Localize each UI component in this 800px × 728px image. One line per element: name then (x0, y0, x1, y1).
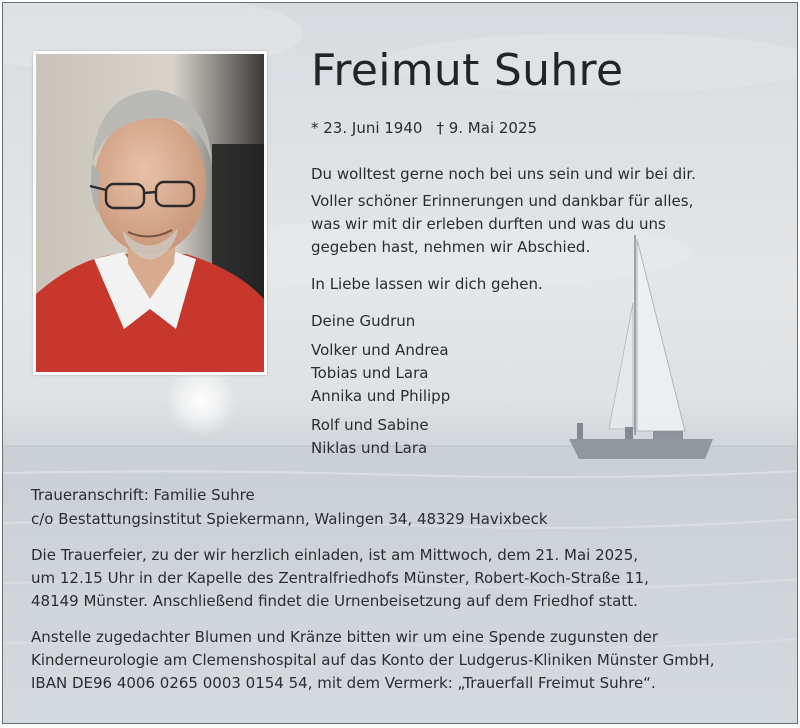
address-line: c/o Bestattungsinstitut Spiekermann, Walingen 34, 48329 Havixbeck (31, 510, 548, 528)
mourner-name: Niklas und Lara (311, 439, 428, 457)
donation-line: IBAN DE96 4006 0265 0003 0154 54, mit dem Vermerk: „Trauerfall Freimut Suhre“. (31, 674, 656, 692)
mourner-name: Deine Gudrun (311, 312, 416, 330)
farewell-line: In Liebe lassen wir dich gehen. (311, 275, 543, 293)
mourner-name: Volker und Andrea (311, 341, 449, 359)
death-date: † 9. Mai 2025 (436, 119, 538, 137)
donation-line: Kinderneurologie am Clemenshospital auf das Konto der Ludgerus-Kliniken Münster GmbH, (31, 651, 715, 669)
mourner-name: Rolf und Sabine (311, 416, 429, 434)
portrait-photo (33, 51, 267, 375)
obituary-notice (2, 2, 798, 724)
verse-line: Du wolltest gerne noch bei uns sein und wir bei dir. (311, 165, 696, 183)
verse-line: was wir mit dir erleben durften und was du uns (311, 215, 666, 233)
mourner-name: Tobias und Lara (311, 364, 429, 382)
birth-date: * 23. Juni 1940 (311, 119, 423, 137)
ceremony-line: 48149 Münster. Anschließend findet die Urnenbeisetzung auf dem Friedhof statt. (31, 592, 638, 610)
sun-icon (165, 365, 237, 437)
mourner-name: Annika und Philipp (311, 387, 451, 405)
ceremony-line: Die Trauerfeier, zu der wir herzlich einladen, ist am Mittwoch, dem 21. Mai 2025, (31, 546, 639, 564)
donation-line: Anstelle zugedachter Blumen und Kränze bitten wir um eine Spende zugunsten der (31, 628, 659, 646)
ceremony-line: um 12.15 Uhr in der Kapelle des Zentralfriedhofs Münster, Robert-Koch-Straße 11, (31, 569, 649, 587)
address-line: Traueranschrift: Familie Suhre (31, 486, 255, 504)
deceased-name: Freimut Suhre (311, 45, 624, 96)
verse-line: gegeben hast, nehmen wir Abschied. (311, 238, 591, 256)
verse-line: Voller schöner Erinnerungen und dankbar für alles, (311, 192, 694, 210)
portrait-image (36, 54, 264, 372)
life-dates (311, 117, 537, 139)
